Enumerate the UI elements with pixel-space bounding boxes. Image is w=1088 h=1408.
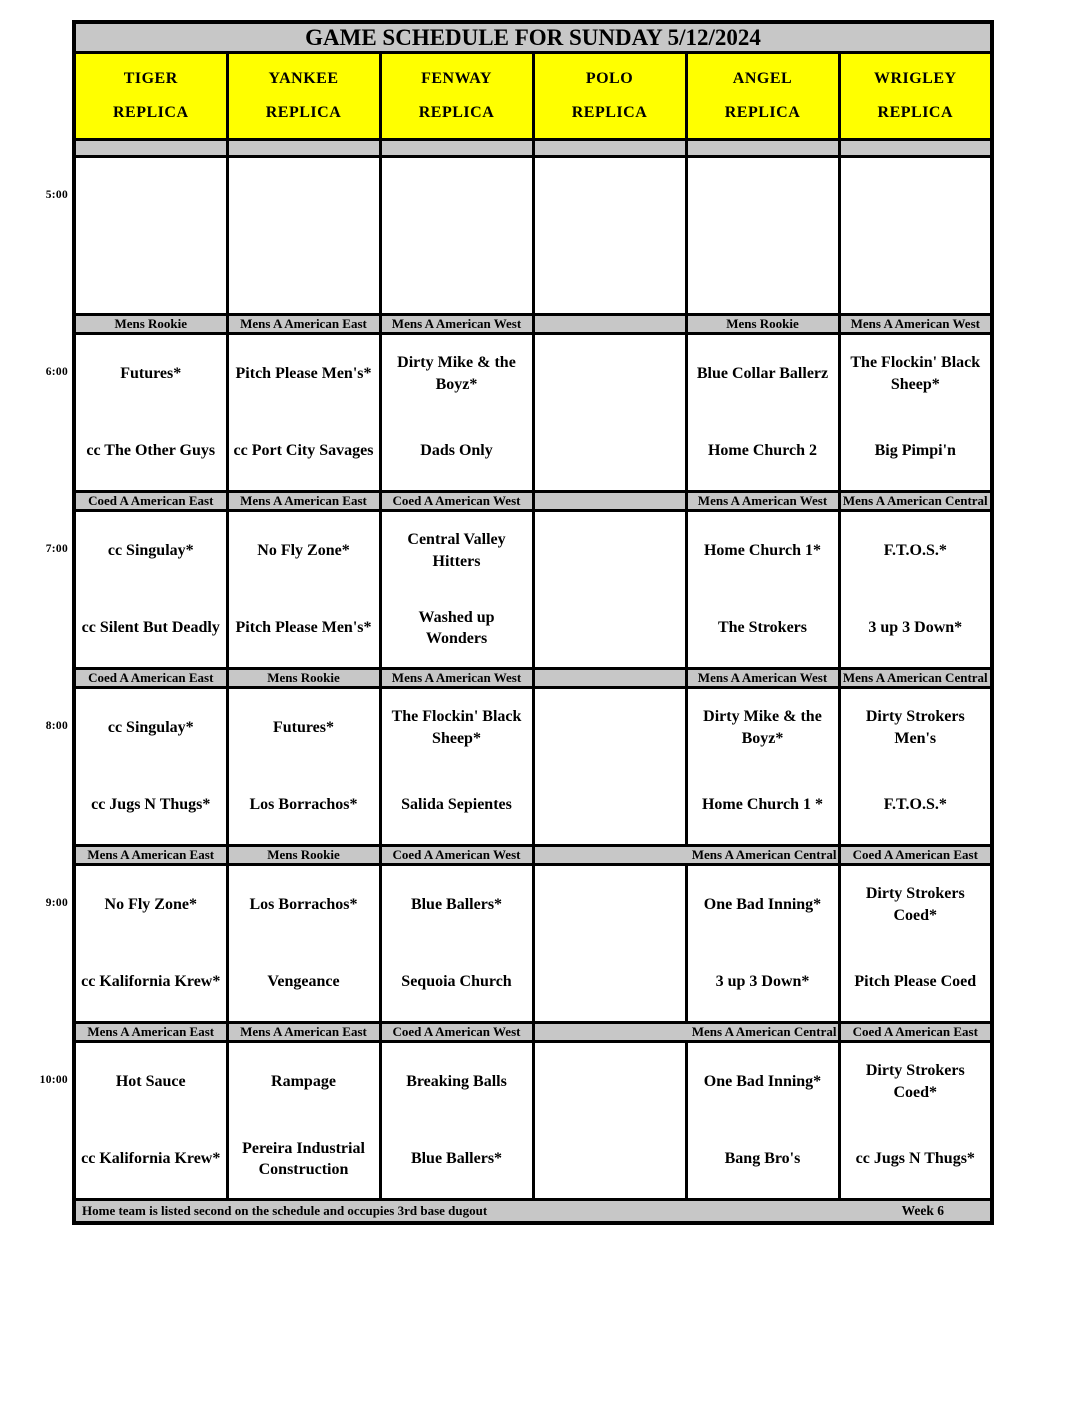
away-team: Pitch Please Men's* bbox=[235, 364, 372, 382]
away-team: Rampage bbox=[271, 1072, 336, 1090]
league-label bbox=[533, 315, 686, 334]
league-band-row bbox=[74, 492, 992, 511]
league-label: Mens A American East bbox=[227, 1023, 380, 1042]
game-cell bbox=[45, 334, 227, 492]
league-label bbox=[533, 492, 686, 511]
home-team: cc Port City Savages bbox=[233, 442, 374, 460]
away-team: Blue Collar Ballerz bbox=[696, 364, 829, 382]
game-cell bbox=[380, 157, 533, 315]
away-team bbox=[382, 158, 532, 236]
game-cell bbox=[227, 688, 380, 846]
title-row bbox=[74, 22, 992, 53]
league-band-row bbox=[74, 140, 992, 157]
home-team: cc The Other Guys bbox=[86, 442, 216, 460]
home-team: Washed up Wonders bbox=[418, 608, 495, 648]
home-team bbox=[688, 236, 838, 314]
home-team bbox=[841, 236, 991, 314]
game-cell bbox=[533, 1042, 686, 1200]
league-label bbox=[686, 140, 839, 157]
time-label: 5:00 bbox=[45, 189, 68, 201]
field-sub: REPLICA bbox=[571, 104, 648, 121]
footer-note: Home team is listed second on the schedule and occupies 3rd base dugout bbox=[82, 1203, 488, 1218]
league-label bbox=[839, 140, 992, 157]
home-team: F.T.O.S.* bbox=[883, 796, 947, 814]
home-team: Home Church 2 bbox=[707, 442, 818, 460]
game-cell bbox=[380, 1042, 533, 1200]
league-label: Coed A American West bbox=[380, 492, 533, 511]
away-team: Hot Sauce bbox=[115, 1072, 186, 1090]
footer-row bbox=[74, 1200, 992, 1224]
field-sub: REPLICA bbox=[724, 104, 801, 121]
league-label: Mens A American West bbox=[686, 492, 839, 511]
field-header-angel bbox=[686, 53, 839, 140]
home-team: Home Church 1 * bbox=[701, 796, 824, 814]
home-team bbox=[229, 236, 379, 314]
home-team: cc Kalifornia Krew* bbox=[81, 1150, 221, 1168]
away-team: Dirty Mike & the Boyz* bbox=[397, 354, 516, 393]
home-team bbox=[382, 236, 532, 314]
away-team: Dirty Strokers Coed* bbox=[865, 1062, 965, 1101]
field-header-polo bbox=[533, 53, 686, 140]
league-label: Mens A American Central bbox=[533, 1023, 839, 1042]
field-sub: REPLICA bbox=[418, 104, 495, 121]
field-name: ANGEL bbox=[732, 70, 793, 87]
league-label: Mens A American Central bbox=[839, 492, 992, 511]
away-team bbox=[535, 512, 685, 590]
home-team bbox=[76, 236, 226, 314]
away-team bbox=[535, 335, 685, 413]
league-label bbox=[533, 669, 686, 688]
game-cell bbox=[686, 1042, 839, 1200]
time-label: 10:00 bbox=[39, 1074, 68, 1086]
game-cell bbox=[227, 865, 380, 1023]
away-team bbox=[229, 158, 379, 236]
away-team: The Flockin' Black Sheep* bbox=[391, 708, 522, 747]
league-label bbox=[227, 140, 380, 157]
game-cell bbox=[533, 688, 686, 846]
game-cell bbox=[45, 865, 227, 1023]
away-team: cc Singulay* bbox=[107, 541, 194, 559]
field-header-tiger bbox=[74, 53, 227, 140]
away-team: Futures* bbox=[272, 718, 335, 736]
league-label: Mens A American West bbox=[839, 315, 992, 334]
league-label: Mens A American West bbox=[380, 669, 533, 688]
league-label bbox=[74, 140, 227, 157]
home-team: Vengeance bbox=[267, 973, 340, 991]
home-team: Pereira Industrial Construction bbox=[242, 1139, 365, 1179]
away-team: One Bad Inning* bbox=[703, 895, 822, 913]
league-label: Mens Rookie bbox=[227, 669, 380, 688]
home-team: Salida Sepientes bbox=[401, 796, 512, 814]
game-cell bbox=[533, 865, 686, 1023]
league-label: Mens A American East bbox=[74, 846, 227, 865]
away-team: Dirty Strokers Men's bbox=[865, 708, 965, 747]
league-band-row bbox=[74, 1023, 992, 1042]
home-team bbox=[535, 944, 685, 1022]
home-team: cc Jugs N Thugs* bbox=[855, 1150, 975, 1168]
home-team: Dads Only bbox=[420, 442, 493, 460]
away-team bbox=[688, 158, 838, 236]
away-team bbox=[841, 158, 991, 236]
game-row-700 bbox=[74, 511, 992, 669]
game-row-1000 bbox=[74, 1042, 992, 1200]
league-label: Mens Rookie bbox=[74, 315, 227, 334]
game-cell bbox=[45, 157, 227, 315]
home-team: Sequoia Church bbox=[401, 973, 512, 991]
game-cell bbox=[533, 157, 686, 315]
game-cell bbox=[533, 511, 686, 669]
league-label: Coed A American East bbox=[839, 1023, 992, 1042]
home-team: cc Kalifornia Krew* bbox=[81, 973, 221, 991]
away-team: Dirty Mike & the Boyz* bbox=[703, 708, 822, 747]
league-label: Coed A American West bbox=[380, 1023, 533, 1042]
week-label: Week 6 bbox=[901, 1203, 945, 1218]
league-label: Mens A American Central bbox=[839, 669, 992, 688]
footer bbox=[74, 1200, 992, 1224]
field-header-fenway bbox=[380, 53, 533, 140]
home-team: 3 up 3 Down* bbox=[715, 973, 810, 991]
away-team: Home Church 1* bbox=[703, 541, 822, 559]
away-team: No Fly Zone* bbox=[104, 895, 197, 913]
league-label: Mens A American East bbox=[74, 1023, 227, 1042]
away-team: cc Singulay* bbox=[107, 718, 194, 736]
game-cell bbox=[45, 688, 227, 846]
field-sub: REPLICA bbox=[877, 104, 954, 121]
time-label: 9:00 bbox=[45, 897, 68, 909]
league-label: Mens A American East bbox=[227, 492, 380, 511]
league-label: Mens A American West bbox=[380, 315, 533, 334]
home-team: The Strokers bbox=[717, 619, 808, 637]
game-cell bbox=[839, 1042, 992, 1200]
game-cell bbox=[839, 865, 992, 1023]
home-team bbox=[535, 236, 685, 314]
away-team: No Fly Zone* bbox=[257, 541, 350, 559]
league-label: Coed A American East bbox=[74, 669, 227, 688]
time-label: 7:00 bbox=[45, 543, 68, 555]
home-team: Big Pimpi'n bbox=[874, 442, 956, 460]
away-team: Breaking Balls bbox=[406, 1072, 507, 1090]
away-team: One Bad Inning* bbox=[703, 1072, 822, 1090]
time-label: 6:00 bbox=[45, 366, 68, 378]
field-header-wrigley bbox=[839, 53, 992, 140]
league-label: Mens A American West bbox=[686, 669, 839, 688]
game-cell bbox=[380, 688, 533, 846]
away-team: Futures* bbox=[120, 364, 182, 382]
league-band-row bbox=[74, 846, 992, 865]
game-cell bbox=[380, 334, 533, 492]
game-row-800 bbox=[74, 688, 992, 846]
home-team: Blue Ballers* bbox=[410, 1150, 503, 1168]
game-row-600 bbox=[74, 334, 992, 492]
field-name: FENWAY bbox=[421, 70, 492, 87]
home-team bbox=[535, 1121, 685, 1199]
time-label: 8:00 bbox=[45, 720, 68, 732]
game-cell bbox=[839, 157, 992, 315]
game-cell bbox=[380, 511, 533, 669]
home-team: Bang Bro's bbox=[724, 1150, 801, 1168]
game-cell bbox=[227, 334, 380, 492]
home-team: 3 up 3 Down* bbox=[868, 619, 963, 637]
game-cell bbox=[533, 334, 686, 492]
game-row-900 bbox=[74, 865, 992, 1023]
game-row-500 bbox=[74, 157, 992, 315]
league-label: Coed A American East bbox=[839, 846, 992, 865]
away-team: Dirty Strokers Coed* bbox=[865, 885, 965, 924]
field-header-row bbox=[74, 53, 992, 140]
league-band-row bbox=[74, 669, 992, 688]
away-team bbox=[535, 866, 685, 944]
league-label bbox=[533, 140, 686, 157]
field-sub: REPLICA bbox=[112, 104, 189, 121]
field-name: POLO bbox=[585, 70, 634, 87]
league-label: Mens Rookie bbox=[227, 846, 380, 865]
schedule-sheet bbox=[39, 20, 994, 1225]
away-team bbox=[535, 1043, 685, 1121]
home-team bbox=[535, 590, 685, 668]
game-cell bbox=[839, 334, 992, 492]
away-team: Los Borrachos* bbox=[249, 895, 358, 913]
game-cell bbox=[227, 1042, 380, 1200]
home-team: Los Borrachos* bbox=[249, 796, 358, 814]
away-team: The Flockin' Black Sheep* bbox=[850, 354, 981, 393]
league-label: Mens A American East bbox=[227, 315, 380, 334]
away-team: Central Valley Hitters bbox=[407, 531, 506, 570]
league-label: Coed A American West bbox=[380, 846, 533, 865]
home-team: Pitch Please Men's* bbox=[235, 619, 372, 637]
schedule-table bbox=[39, 20, 994, 1225]
home-team: cc Silent But Deadly bbox=[81, 619, 220, 637]
field-name: WRIGLEY bbox=[873, 70, 957, 87]
league-label: Coed A American East bbox=[74, 492, 227, 511]
game-cell bbox=[39, 1042, 227, 1200]
home-team: Pitch Please Coed bbox=[854, 973, 977, 991]
league-label: Mens A American Central bbox=[533, 846, 839, 865]
page-title: GAME SCHEDULE FOR SUNDAY 5/12/2024 bbox=[74, 22, 992, 53]
field-sub: REPLICA bbox=[265, 104, 342, 121]
game-cell bbox=[686, 511, 839, 669]
league-band-row bbox=[74, 315, 992, 334]
game-cell bbox=[686, 157, 839, 315]
game-cell bbox=[227, 157, 380, 315]
game-cell bbox=[686, 688, 839, 846]
game-cell bbox=[839, 511, 992, 669]
home-team: cc Jugs N Thugs* bbox=[91, 796, 211, 814]
game-cell bbox=[686, 865, 839, 1023]
away-team bbox=[535, 689, 685, 767]
field-header-yankee bbox=[227, 53, 380, 140]
game-cell bbox=[686, 334, 839, 492]
away-team bbox=[535, 158, 685, 236]
home-team bbox=[535, 413, 685, 491]
away-team bbox=[76, 158, 226, 236]
field-name: YANKEE bbox=[268, 70, 339, 87]
league-label bbox=[380, 140, 533, 157]
away-team: Blue Ballers* bbox=[410, 895, 503, 913]
game-cell bbox=[839, 688, 992, 846]
game-cell bbox=[45, 511, 227, 669]
home-team bbox=[535, 767, 685, 845]
field-name: TIGER bbox=[123, 70, 178, 87]
away-team: F.T.O.S.* bbox=[883, 541, 947, 559]
game-cell bbox=[227, 511, 380, 669]
game-cell bbox=[380, 865, 533, 1023]
league-label: Mens Rookie bbox=[686, 315, 839, 334]
